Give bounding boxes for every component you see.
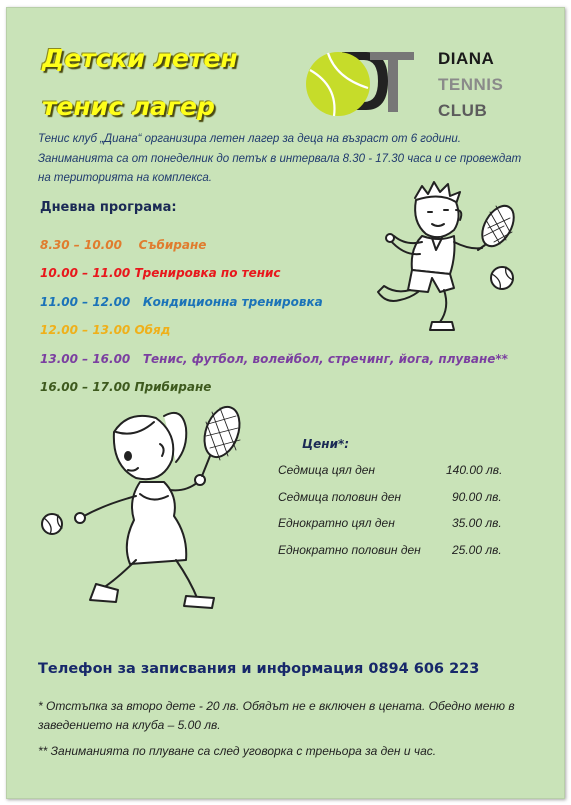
intro-paragraph: Тенис клуб „Диана“ организира летен лагер за деца на възраст от 6 години. Заниманията са от понеделник до петък в интервала 8.30 - 17.30 часа и се провеждат на територията на комплекса. [38, 133, 522, 184]
schedule-item [40, 380, 211, 394]
title-line-2: тенис лагер [42, 92, 215, 121]
schedule-item [40, 352, 508, 366]
logo-name-club: CLUB [438, 101, 488, 120]
footnote-swimming: ** Заниманията по плуване са след уговорка с треньора за ден и час. [38, 744, 437, 758]
schedule-activity: Обяд [134, 323, 171, 337]
schedule-item [40, 323, 170, 337]
schedule-item [40, 238, 206, 252]
logo-name-diana: DIANA [438, 49, 495, 68]
schedule-time: 13.00 – 16.00 [40, 352, 131, 366]
schedule-activity: Събиране [138, 238, 207, 252]
girl-tennis-player-illustration [36, 404, 256, 616]
schedule-time: 10.00 – 11.00 [40, 266, 131, 280]
price-value: 90.00 лв. [452, 490, 502, 504]
price-label: Еднократно цял ден [278, 516, 395, 530]
footnote-discount: * Отстъпка за второ дете - 20 лв. Обядът не е включен в цената. Обедно меню в заведението на клуба – 5.00 лв. [38, 699, 515, 732]
schedule-title: Дневна програма: [40, 200, 177, 215]
schedule-time: 16.00 – 17.00 [40, 380, 131, 394]
schedule-item [40, 266, 281, 280]
price-value: 140.00 лв. [446, 463, 503, 477]
schedule-time: 11.00 – 12.00 [40, 295, 131, 309]
schedule-activity: Кондиционна тренировка [142, 295, 323, 309]
phone-info: Телефон за записвания и информация 0894 606 223 [38, 661, 480, 677]
price-value: 25.00 лв. [452, 543, 502, 557]
boy-tennis-player-illustration [370, 178, 530, 338]
schedule-activity: Тренировка по тенис [134, 266, 281, 280]
schedule-activity: Прибиране [134, 380, 212, 394]
schedule-time: 12.00 – 13.00 [40, 323, 131, 337]
price-label: Седмица цял ден [278, 463, 376, 477]
title-line-1: Детски летен [42, 44, 238, 73]
price-label: Седмица половин ден [278, 490, 401, 504]
prices-title: Цени*: [302, 437, 350, 451]
price-value: 35.00 лв. [452, 516, 502, 530]
tennis-ball-logo-icon [302, 48, 417, 120]
flyer-page [6, 7, 565, 799]
schedule-item [40, 295, 323, 309]
schedule-time: 8.30 – 10.00 [40, 238, 122, 252]
price-label: Еднократно половин ден [278, 543, 421, 557]
schedule-activity: Тенис, футбол, волейбол, стречинг, йога, плуване** [142, 352, 508, 366]
logo-name-tennis: TENNIS [438, 75, 504, 94]
